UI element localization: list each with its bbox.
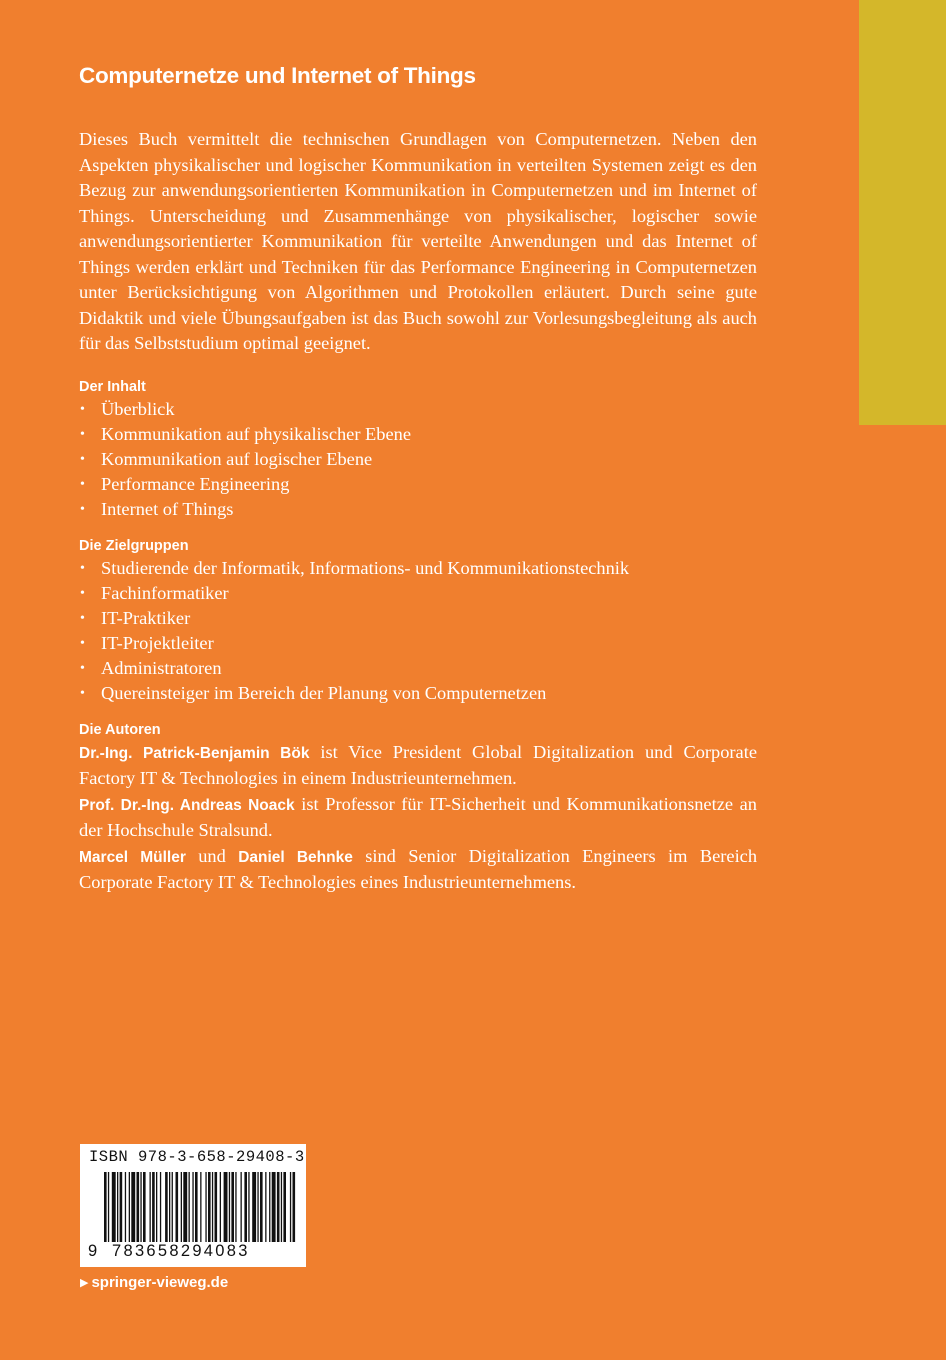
list-item: • IT-Projektleiter (79, 631, 757, 656)
barcode-bar (160, 1172, 161, 1242)
barcode-bar (112, 1172, 116, 1242)
author-bio-boek: Dr.-Ing. Patrick-Benjamin Bök ist Vice President Global Digitalization und Corporate Factory IT & Technologies in einem Industrieunternehmen. (79, 741, 757, 788)
barcode-bar (117, 1172, 118, 1242)
section-autoren (79, 720, 757, 896)
barcode-bar (235, 1172, 236, 1242)
barcode-bar (205, 1172, 206, 1242)
barcode-bar (143, 1172, 146, 1242)
barcode-bar (281, 1172, 282, 1242)
section-heading-inhalt: Der Inhalt (79, 378, 146, 395)
back-cover-content (79, 62, 757, 896)
barcode-bar (156, 1172, 157, 1242)
section-zielgruppen (79, 536, 757, 706)
list-item: • IT-Praktiker (79, 606, 757, 631)
barcode-bar (257, 1172, 258, 1242)
publisher-website-link[interactable] (80, 1274, 228, 1291)
list-item: • Internet of Things (79, 497, 757, 522)
author-name: Daniel Behnke (238, 848, 353, 866)
inhalt-list (79, 397, 757, 522)
barcode-bar (277, 1172, 280, 1242)
book-description: Dieses Buch vermittelt die technischen Grundlagen von Computernetzen. Neben den Aspekten physikalischer und logischer Kommunikation in verteilten Systemen zeigt es den Bezug zur anwendungsorientierten Kommunikation in Computernetzen und im Internet of Things. Unterscheidung und Zusammenhänge von physikalischer, logischer sowie anwendungsorientierter Kommunikation für verteilte Anwendungen und das Internet of Things werden erklärt und Techniken für das Performance Engineering in Computernetzen unter Berücksichtigung von Algorithmen und Protokollen erläutert. Durch seine gute Didaktik und viele Übungsaufgaben ist das Buch sowohl zur Vorlesungsbegleitung als auch für das Selbststudium optimal geeignet. (79, 129, 757, 353)
barcode-bar (150, 1172, 151, 1242)
section-heading-autoren: Die Autoren (79, 721, 161, 738)
author-name: Marcel Müller (79, 848, 186, 866)
barcode-bar (290, 1172, 291, 1242)
author-name: Dr.-Ing. Patrick-Benjamin Bök (79, 744, 310, 762)
section-heading-zielgruppen: Die Zielgruppen (79, 537, 189, 554)
barcode-bar (260, 1172, 263, 1242)
bullet-icon: • (80, 610, 85, 626)
barcode-bar (195, 1172, 198, 1242)
barcode-bar (183, 1172, 187, 1242)
barcode-bar (241, 1172, 242, 1242)
barcode-bar (152, 1172, 155, 1242)
barcode-bar (265, 1172, 266, 1242)
bullet-icon: • (80, 685, 85, 701)
list-item: • Kommunikation auf physikalischer Ebene (79, 422, 757, 447)
barcode-bar (189, 1172, 190, 1242)
bullet-icon: • (80, 476, 85, 492)
author-bio-noack: Prof. Dr.-Ing. Andreas Noack ist Professor für IT-Sicherheit und Kommunikationsnetze an der Hochschule Stralsund. (79, 793, 757, 840)
list-item: • Überblick (79, 397, 757, 422)
barcode-bar (252, 1172, 256, 1242)
author-name: Prof. Dr.-Ing. Andreas Noack (79, 796, 295, 814)
barcode-icon (80, 1170, 306, 1252)
bullet-icon: • (80, 451, 85, 467)
barcode-bar (172, 1172, 173, 1242)
barcode-bar (129, 1172, 130, 1242)
barcode-bar (176, 1172, 179, 1242)
barcode-bar (140, 1172, 141, 1242)
barcode-bar (169, 1172, 170, 1242)
zielgruppen-list (79, 556, 757, 706)
list-item: • Kommunikation auf logischer Ebene (79, 447, 757, 472)
bullet-icon: • (80, 585, 85, 601)
bullet-icon: • (80, 560, 85, 576)
barcode-bar (104, 1172, 107, 1242)
ean-first-digit: 9 (88, 1242, 98, 1260)
barcode-bar (272, 1172, 276, 1242)
barcode-bar (200, 1172, 201, 1242)
barcode-bar (165, 1172, 168, 1242)
section-inhalt (79, 377, 757, 522)
list-item: • Performance Engineering (79, 472, 757, 497)
ean-remaining-digits: 783658294083 (112, 1242, 250, 1260)
barcode-bar (137, 1172, 140, 1242)
barcode-bar (231, 1172, 234, 1242)
barcode-bar (283, 1172, 286, 1242)
barcode-bar (208, 1172, 211, 1242)
barcode-bar (181, 1172, 182, 1242)
isbn-barcode-box (80, 1144, 306, 1267)
barcode-bar (212, 1172, 213, 1242)
barcode-bar (269, 1172, 270, 1242)
author-bio-mueller-behnke: Marcel Müller und Daniel Behnke sind Senior Digitalization Engineers im Bereich Corporate Factory IT & Technologies eines Industrieunternehmens. (79, 845, 758, 892)
barcode-bar (224, 1172, 228, 1242)
barcode-bar (131, 1172, 135, 1242)
bullet-icon: • (80, 401, 85, 417)
bullet-icon: • (80, 426, 85, 442)
spine-color-band (859, 0, 946, 425)
barcode-bar (220, 1172, 221, 1242)
bullet-icon: • (80, 635, 85, 651)
bullet-icon: • (80, 501, 85, 517)
bullet-icon: • (80, 660, 85, 676)
barcode-bar (108, 1172, 109, 1242)
barcode-bar (229, 1172, 230, 1242)
barcode-bar (215, 1172, 218, 1242)
barcode-bar (120, 1172, 123, 1242)
barcode-bar (248, 1172, 249, 1242)
book-title: Computernetze und Internet of Things (79, 63, 476, 88)
list-item: • Fachinformatiker (79, 581, 757, 606)
list-item: • Studierende der Informatik, Informations- und Kommunikationstechnik (79, 556, 757, 581)
barcode-bar (192, 1172, 193, 1242)
website-label: springer-vieweg.de (91, 1274, 229, 1291)
barcode-bar (125, 1172, 126, 1242)
barcode-bar (293, 1172, 296, 1242)
isbn-number: ISBN 978-3-658-29408-3 (89, 1148, 305, 1166)
barcode-bar (244, 1172, 247, 1242)
list-item: • Quereinsteiger im Bereich der Planung von Computernetzen (79, 681, 757, 706)
arrow-right-icon: ▶ (80, 1277, 89, 1289)
list-item: • Administratoren (79, 656, 757, 681)
